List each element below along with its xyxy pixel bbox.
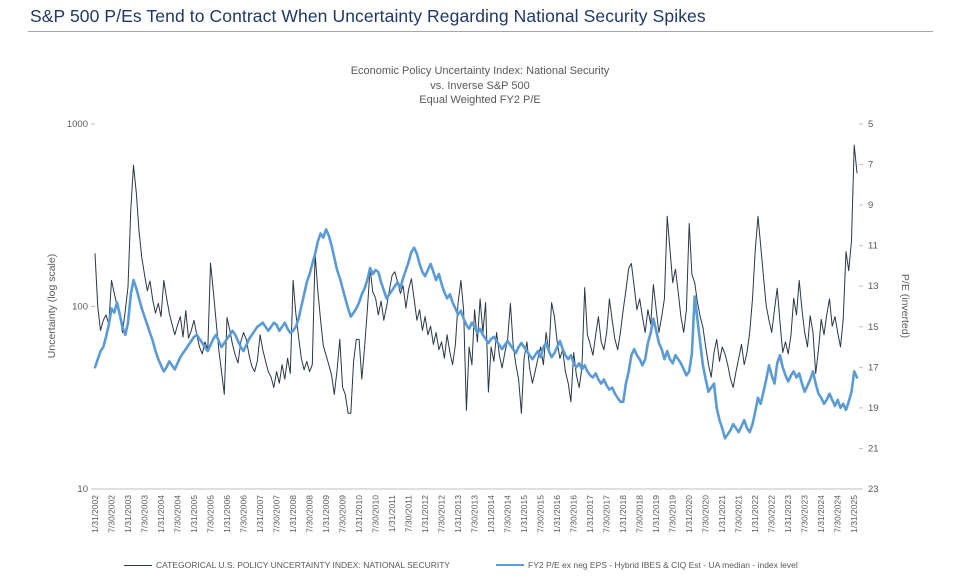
- x-axis-tick-label: 7/30/2014: [502, 495, 513, 533]
- x-axis-tick-label: 7/30/2016: [568, 495, 579, 533]
- x-axis-tick-label: 7/30/2004: [172, 495, 183, 533]
- legend-label-uncertainty: CATEGORICAL U.S. POLICY UNCERTAINTY INDEX: NATIONAL SECURITY: [156, 560, 451, 570]
- x-axis-tick-label: 7/30/2013: [469, 494, 480, 533]
- x-axis-tick-label: 1/31/2025: [849, 495, 860, 533]
- x-axis-tick-label: 1/31/2011: [387, 495, 398, 533]
- right-axis-tick-label: 19: [868, 402, 879, 414]
- x-axis-tick-label: 1/31/2019: [651, 495, 662, 533]
- x-axis-tick-label: 7/30/2002: [106, 495, 117, 533]
- right-axis-title: P/E (inverted): [899, 273, 911, 339]
- x-axis-tick-label: 1/31/2002: [90, 495, 100, 533]
- x-axis-tick-label: 7/30/2018: [634, 495, 645, 533]
- x-axis-tick-label: 1/31/2009: [321, 495, 332, 533]
- x-axis-tick-label: 1/31/2006: [222, 495, 233, 533]
- x-axis-tick-label: 7/30/2009: [337, 495, 348, 533]
- x-axis-tick-label: 7/30/2008: [304, 495, 315, 533]
- x-axis-tick-label: 1/31/2005: [189, 495, 200, 533]
- x-axis-tick-label: 1/31/2007: [255, 495, 266, 533]
- right-axis-tick-label: 9: [868, 200, 874, 212]
- legend-line-swatch-pe: [496, 564, 524, 566]
- chart-title-line-3: Equal Weighted FY2 P/E: [419, 94, 541, 106]
- right-axis-tick-label: 15: [868, 321, 879, 333]
- x-axis-tick-label: 1/31/2021: [717, 495, 728, 533]
- chart-legend: [0, 560, 960, 576]
- chart-title-line-2: vs. Inverse S&P 500: [430, 79, 530, 92]
- x-axis-tick-label: 7/30/2012: [436, 495, 447, 533]
- x-axis-tick-label: 1/31/2017: [585, 495, 596, 533]
- right-axis-tick-label: 17: [868, 362, 879, 374]
- right-axis-tick-label: 7: [868, 159, 874, 171]
- x-axis-tick-label: 1/31/2012: [420, 495, 431, 533]
- x-axis-tick-label: 1/31/2014: [486, 495, 497, 533]
- x-axis-tick-label: 7/30/2011: [403, 495, 414, 533]
- x-axis-tick-label: 7/30/2023: [799, 495, 810, 533]
- x-axis-tick-label: 1/31/2018: [618, 495, 629, 533]
- x-axis-tick-label: 1/31/2016: [552, 495, 563, 533]
- series-line-uncertainty: [95, 145, 857, 413]
- x-axis-tick-label: 1/31/2010: [354, 495, 365, 533]
- legend-label-pe: FY2 P/E ex neg EPS - Hybrid IBES & CIQ Est - UA median - index level: [528, 560, 798, 570]
- x-axis-tick-label: 7/30/2020: [700, 495, 711, 533]
- x-axis-tick-label: 7/30/2019: [667, 495, 678, 533]
- right-axis-tick-label: 5: [868, 119, 874, 130]
- right-axis-tick-label: 23: [868, 484, 879, 495]
- x-axis-tick-label: 7/30/2021: [733, 495, 744, 533]
- x-axis-tick-label: 7/30/2003: [139, 495, 150, 533]
- left-axis-title: Uncertainty (log scale): [46, 253, 58, 359]
- left-axis-tick-label: 10: [77, 484, 88, 495]
- right-axis-tick-label: 11: [868, 240, 878, 252]
- x-axis-tick-label: 1/31/2013: [453, 495, 464, 533]
- x-axis-tick-label: 7/30/2022: [766, 495, 777, 533]
- right-axis-tick-label: 13: [868, 281, 879, 293]
- page-title: S&P 500 P/Es Tend to Contract When Uncertainty Regarding National Security Spikes: [30, 6, 706, 26]
- legend-entry-uncertainty: [124, 560, 450, 570]
- right-axis-tick-label: 21: [868, 443, 879, 455]
- x-axis-tick-label: 1/31/2004: [156, 495, 167, 533]
- x-axis-tick-label: 1/31/2008: [288, 495, 299, 533]
- x-axis-tick-label: 7/30/2024: [832, 495, 843, 533]
- x-axis-tick-label: 1/31/2024: [816, 495, 827, 533]
- series-line-pe: [95, 229, 857, 438]
- x-axis-tick-label: 1/31/2020: [684, 495, 695, 533]
- x-axis-tick-label: 1/31/2023: [783, 495, 794, 533]
- left-axis-tick-label: 100: [72, 301, 88, 313]
- x-axis-tick-label: 7/30/2017: [601, 495, 612, 533]
- chart-title-line-1: Economic Policy Uncertainty Index: National Security: [350, 65, 610, 77]
- legend-line-swatch-uncertainty: [124, 565, 152, 566]
- x-axis-tick-label: 1/31/2015: [519, 495, 530, 533]
- x-axis-tick-label: 7/30/2010: [370, 495, 381, 533]
- x-axis-tick-label: 1/31/2003: [123, 495, 134, 533]
- x-axis-tick-label: 7/30/2005: [205, 495, 216, 533]
- left-axis-tick-label: 1000: [66, 119, 88, 130]
- x-axis-tick-label: 7/30/2015: [535, 495, 546, 533]
- x-axis-tick-label: 7/30/2007: [271, 495, 282, 533]
- legend-entry-pe: [496, 560, 798, 570]
- x-axis-tick-label: 1/31/2022: [750, 495, 761, 533]
- x-axis-tick-label: 7/30/2006: [238, 495, 249, 533]
